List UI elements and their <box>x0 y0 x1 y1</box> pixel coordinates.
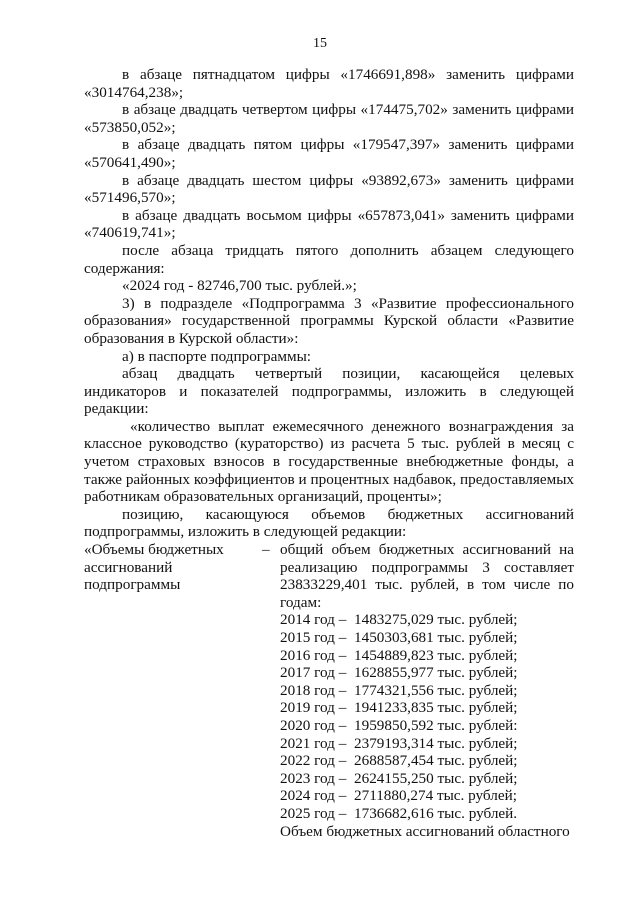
paragraph: абзац двадцать четвертый позиции, касающейся целевых индикаторов и показателей подпрограммы, изложить в следующей редакции: <box>84 365 574 418</box>
table-closing-text: Объем бюджетных ассигнований областного <box>280 822 570 840</box>
paragraph: в абзаце двадцать пятом цифры «179547,397» заменить цифрами «570641,490»; <box>84 136 574 171</box>
paragraph: позицию, касающуюся объемов бюджетных ассигнований подпрограммы, изложить в следующей редакции: <box>84 505 574 541</box>
table-left-cell: «Объемы бюджетных ассигнований подпрограммы <box>84 541 224 594</box>
year-row <box>280 664 574 682</box>
year-label: 2015 год – <box>280 629 347 646</box>
paragraph: 3) в подразделе «Подпрограмма 3 «Развитие профессионального образования» государственной программы Курской области «Развитие образования в Курской области»: <box>84 294 574 347</box>
document-body <box>84 66 574 840</box>
year-amount: 2688587,454 тыс. рублей; <box>354 752 518 770</box>
paragraph: в абзаце двадцать восьмом цифры «657873,041» заменить цифрами «740619,741»; <box>84 206 574 242</box>
year-label: 2022 год – <box>280 752 347 770</box>
year-label: 2020 год – <box>280 716 347 734</box>
year-label: 2021 год – <box>280 734 347 752</box>
paragraph: а) в паспорте подпрограммы: <box>122 347 311 365</box>
year-row <box>280 770 574 788</box>
paragraph: после абзаца тридцать пятого дополнить абзацем следующего содержания: <box>84 241 574 277</box>
year-label: 2014 год – <box>280 611 347 629</box>
year-amount: 1736682,616 тыс. рублей. <box>354 804 518 822</box>
year-row <box>280 752 574 770</box>
year-row <box>280 611 574 629</box>
year-amount: 2624155,250 тыс. рублей; <box>354 769 518 787</box>
year-amount: 1450303,681 тыс. рублей; <box>354 629 518 646</box>
paragraph: «количество выплат ежемесячного денежного вознаграждения за классное руководство (кураторство) из расчета 5 тыс. рублей в месяц с учетом страховых взносов в государственные внебюджетные фонды, а также районных коэффициентов и процентных надбавок, предоставляемых работникам образовательных организаций, проценты»; <box>84 417 574 506</box>
year-label: 2025 год – <box>280 804 347 822</box>
year-label: 2019 год – <box>280 699 347 717</box>
year-amount: 1774321,556 тыс. рублей; <box>354 681 518 699</box>
year-label: 2016 год – <box>280 646 347 664</box>
paragraph: в абзаце двадцать шестом цифры «93892,673» заменить цифрами «571496,570»; <box>84 171 574 207</box>
year-row <box>280 735 574 753</box>
page-number: 15 <box>313 36 327 51</box>
year-label: 2017 год – <box>280 664 347 682</box>
year-row <box>280 717 574 735</box>
paragraph: «2024 год - 82746,700 тыс. рублей.»; <box>122 277 357 295</box>
year-row <box>280 629 574 647</box>
year-row <box>280 682 574 700</box>
year-row <box>280 787 574 805</box>
year-amount: 1483275,029 тыс. рублей; <box>354 611 518 629</box>
year-amount: 2711880,274 тыс. рублей; <box>354 787 517 805</box>
budget-allocation-table <box>84 541 574 840</box>
paragraph: в абзаце пятнадцатом цифры «1746691,898» заменить цифрами «3014764,238»; <box>84 66 574 101</box>
paragraph: в абзаце двадцать четвертом цифры «174475,702» заменить цифрами «573850,052»; <box>84 101 574 136</box>
table-dash: – <box>262 541 270 559</box>
year-amount: 1454889,823 тыс. рублей; <box>354 646 518 664</box>
year-amount: 1941233,835 тыс. рублей; <box>354 699 518 717</box>
year-amount: 2379193,314 тыс. рублей; <box>354 734 518 752</box>
year-amount: 1628855,977 тыс. рублей; <box>354 664 518 682</box>
year-row <box>280 647 574 665</box>
year-row <box>280 805 574 823</box>
year-amount: 1959850,592 тыс. рублей: <box>354 716 518 734</box>
year-row <box>280 699 574 717</box>
year-label: 2024 год – <box>280 787 347 805</box>
table-right-cell <box>280 541 574 840</box>
year-label: 2018 год – <box>280 681 347 699</box>
year-label: 2023 год – <box>280 769 347 787</box>
table-intro-text: общий объем бюджетных ассигнований на реализацию подпрограммы 3 составляет 23833229,401 тыс. рублей, в том числе по годам: <box>280 541 574 611</box>
